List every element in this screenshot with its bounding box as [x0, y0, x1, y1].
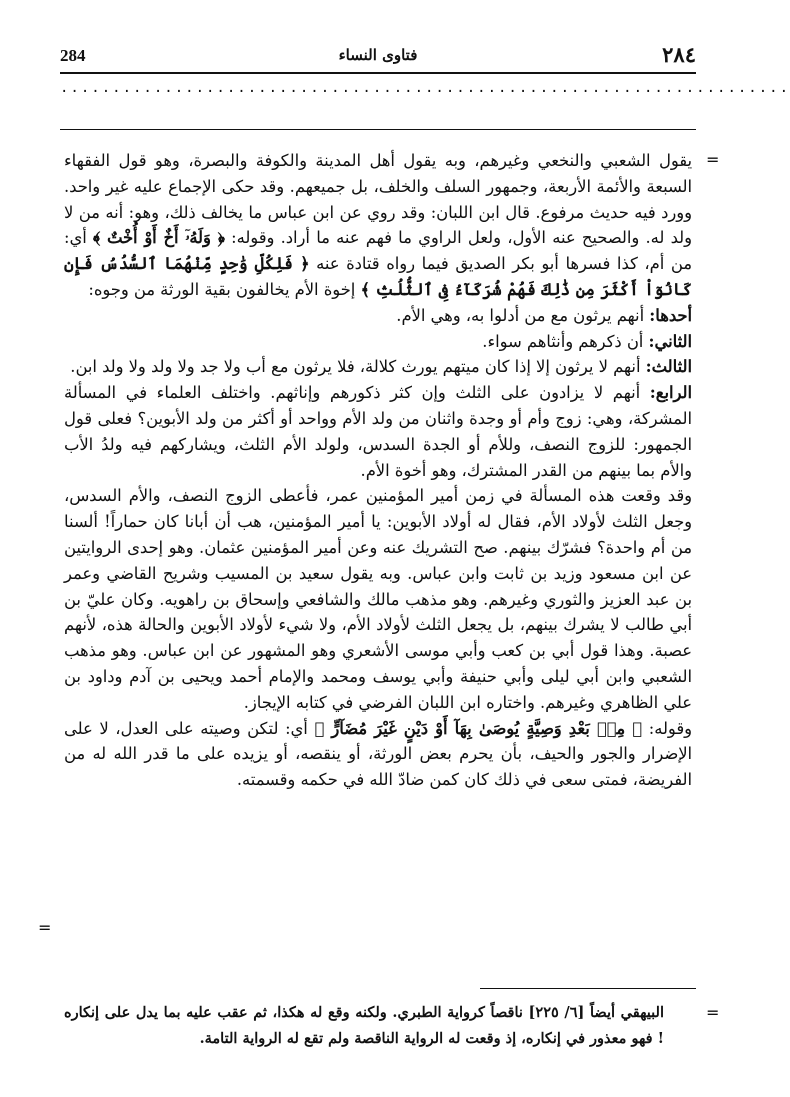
- running-title: فتاوى النساء: [338, 46, 418, 64]
- paragraph: يقول الشعبي والنخعي وغيرهم، وبه يقول أهل المدينة والكوفة والبصرة، وهو قول الفقهاء السبعة والأئمة الأربعة، وجمهور السلف والخلف، بل جميعهم. وقد حكى الإجماع عليه غير واحد. وورد فيه حديث مرفوع. قال ابن اللبان: وقد روي عن ابن عباس ما يخالف ذلك، وهو: أنه من لا ولد له. والصحيح عنه الأول، ولعل الراوي ما فهم عنه ما أراد. وقوله: ﴿ وَلَهُۥٓ أَخٌ أَوْ أُخْتٌ ﴾ أي: من أم، كذا فسرها أبو بكر الصديق فيما رواه قتادة عنه ﴿ فَلِكُلِّ وَٰحِدٍ مِّنْهُمَا ٱلسُّدُسُ فَإِن كَانُوٓاْ أَكْثَرَ مِن ذَٰلِكَ فَهُمْ شُرَكَآءُ فِى ٱلثُّلُثِ ﴾ إخوة الأم يخالفون بقية الورثة من وجوه:: [64, 151, 692, 299]
- continuation-marker-top: =: [706, 150, 720, 169]
- list-item: الثالث: أنهم لا يرثون إلا إذا كان ميتهم يورث كلالة، فلا يرثون مع أب ولا جد ولا ولد ولا ولد ابن.: [70, 357, 692, 377]
- page-number-latin: 284: [60, 46, 86, 65]
- item-label: الثاني:: [648, 331, 692, 351]
- page-header: [60, 40, 696, 70]
- quran-verse: ﴿ فَلِكُلِّ وَٰحِدٍ مِّنْهُمَا ٱلسُّدُسُ فَإِن كَانُوٓاْ أَكْثَرَ مِن ذَٰلِكَ فَهُمْ شُرَكَآءُ فِى ٱلثُّلُثِ ﴾: [64, 254, 692, 299]
- page-number-arabic: ٢٨٤: [662, 42, 696, 67]
- item-label: الثالث:: [645, 357, 692, 377]
- section-rule: [60, 129, 696, 130]
- item-label: الرابع:: [649, 383, 692, 403]
- footnote-rule: [480, 988, 696, 989]
- footnote-continuation-marker: =: [706, 1003, 720, 1022]
- footnote-text: البيهقي أيضاً [٦/ ٢٢٥] ناقصاً كرواية الطبري. ولكنه وقع له هكذا، ثم عقب عليه بما يدل على إنكاره ! فهو معذور في إنكاره، إذ وقعت له الرواية الناقصة ولم تقع له الرواية التامة.: [64, 1004, 664, 1047]
- list-item: الرابع: أنهم لا يزادون على الثلث وإن كثر ذكورهم وإناثهم. واختلف العلماء في المسألة المشركة، وهي: زوج وأم أو وجدة واثنان من ولد الأم وواحد أو أكثر من ولد الأبوين؟ فعلى قول الجمهور: للزوج النصف، وللأم أو الجدة السدس، ولولد الأم الثلث، ويشاركهم فيه ولدُ الأب والأم بما بينهم من القدر المشترك، وهو أخوة الأم.: [64, 383, 692, 480]
- continuation-marker-bottom: =: [38, 918, 52, 937]
- quran-verse: ﴿ وَلَهُۥٓ أَخٌ أَوْ أُخْتٌ ﴾: [93, 228, 225, 248]
- dotted-separator: ......................................................................: [60, 80, 790, 96]
- list-item: الثاني: أن ذكرهم وأنثاهم سواء.: [482, 331, 692, 351]
- main-text: [64, 148, 692, 793]
- item-label: أحدها:: [649, 305, 692, 325]
- quran-verse: ﴿ مِنۢ بَعْدِ وَصِيَّةٍ يُوصَىٰ بِهَآ أَوْ دَيْنٍ غَيْرَ مُضَآرٍّ ﴾: [314, 718, 643, 738]
- paragraph: وقد وقعت هذه المسألة في زمن أمير المؤمنين عمر، فأعطى الزوج النصف، والأم السدس، وجعل الثلث لأولاد الأم، فقال له أولاد الأبوين: يا أمير المؤمنين، هب أن أبانا كان حماراً! ألسنا من أم واحدة؟ فشرّك بينهم. صح التشريك عنه وعن أمير المؤمنين عثمان. وهو إحدى الروايتين عن ابن مسعود وزيد بن ثابت وابن عباس. وبه يقول سعيد بن المسيب وشريح القاضي وعمر بن عبد العزيز والثوري وغيرهم. وهو مذهب مالك والشافعي وإسحاق بن راهويه. وكان عليّ بن أبي طالب لا يشرك بينهم، بل يجعل الثلث لأولاد الأم، ولا شيء لأولاد الأبوين والحالة هذه، لأنهم عصبة. وهذا قول أبي بن كعب وأبي موسى الأشعري وهو المشهور عن ابن عباس. وهو مذهب الشعبي وابن أبي ليلى وأبي حنيفة وأبي يوسف ومحمد والإمام أحمد ويحيى بن آدم وداود بن علي الظاهري وغيرهم. واختاره ابن اللبان الفرضي في كتابه الإيجاز.: [64, 486, 692, 712]
- header-rule: [60, 72, 696, 74]
- list-item: أحدها: أنهم يرثون مع من أدلوا به، وهي الأم.: [396, 305, 692, 325]
- footnote: [64, 1000, 664, 1052]
- paragraph: وقوله: ﴿ مِنۢ بَعْدِ وَصِيَّةٍ يُوصَىٰ بِهَآ أَوْ دَيْنٍ غَيْرَ مُضَآرٍّ ﴾ أي: لتكن وصيته على العدل، لا على الإضرار والجور والحيف، بأن يحرم بعض الورثة، أو ينقصه، أو يزيده على ما قدر الله له من الفريضة، فمتى سعى في ذلك كان كمن ضادّ الله في حكمه وقسمته.: [64, 718, 692, 790]
